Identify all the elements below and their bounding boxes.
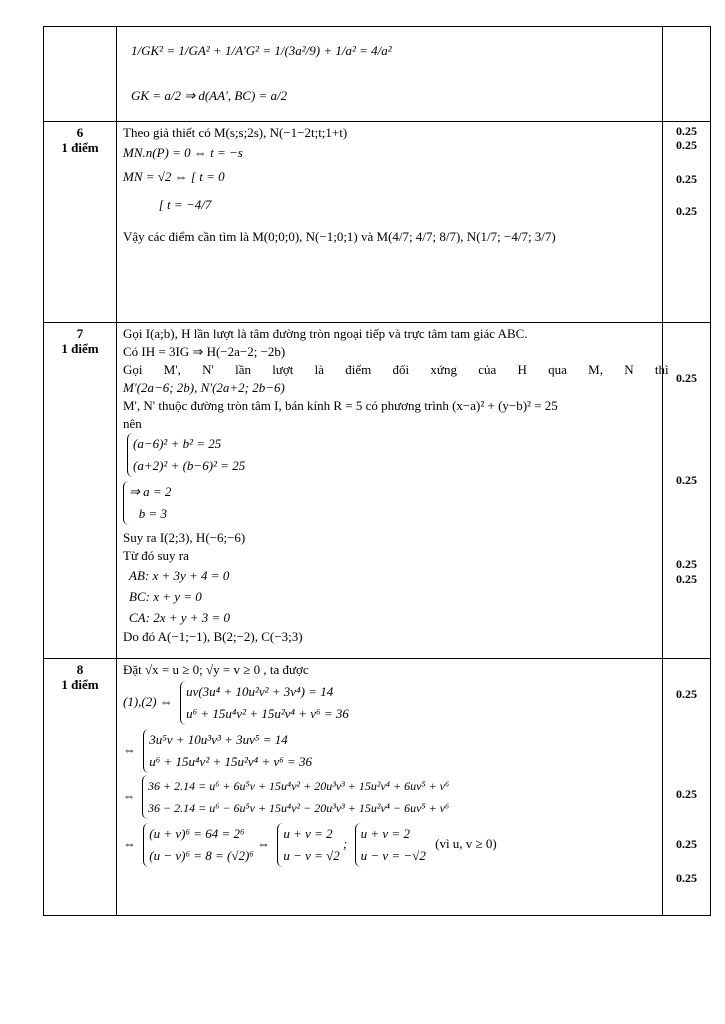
solution-line: Gọi I(a;b), H lần lượt là tâm đường tròn ngoại tiếp và trực tâm tam giác ABC. (123, 326, 528, 341)
equation: 36 − 2.14 = u⁶ − 6u⁵v + 15u⁴v² − 20u³v³ + 15u²v⁴ − 6uv⁵ + v⁶ (148, 801, 450, 815)
equation-system (123, 481, 171, 525)
note: (vì u, v ≥ 0) (435, 835, 497, 851)
score: 0.25 (676, 557, 697, 571)
equivalence-symbol: ⇔ (123, 835, 136, 851)
solution-line: M'(2a−6; 2b), N'(2a+2; 2b−6) (123, 380, 285, 395)
equation: (u + v)⁶ = 64 = 2⁶ (149, 826, 245, 841)
question-cell (44, 323, 117, 659)
question-number: 6 (76, 125, 84, 140)
solution-line: [ t = −4/7 (123, 197, 212, 212)
score-cell (663, 27, 711, 122)
score: 0.25 (676, 687, 697, 701)
solution-line: AB: x + 3y + 4 = 0 (129, 568, 230, 583)
solution-cell (117, 122, 663, 323)
solution-cell (117, 27, 663, 122)
equation-system (143, 823, 254, 867)
equation: ⇒ a = 2 (129, 484, 172, 499)
score: 0.25 (676, 871, 697, 885)
equation-system (142, 775, 449, 819)
score: 0.25 (676, 473, 697, 487)
score: 0.25 (676, 787, 697, 801)
solution-line: Đặt √x = u ≥ 0; √y = v ≥ 0 , ta được (123, 662, 309, 677)
solution-line: Từ đó suy ra (123, 548, 189, 563)
equation: u + v = 2 (360, 826, 410, 841)
solution-line: M', N' thuộc đường tròn tâm I, bán kính R = 5 có phương trình (x−a)² + (y−b)² = 25 (123, 398, 558, 413)
equation: u + v = 2 (283, 826, 333, 841)
score-cell (663, 659, 711, 916)
equation: u − v = −√2 (360, 848, 426, 863)
question-points: 1 điểm (61, 140, 99, 155)
solution-line: Gọi M', N' lần lượt là điểm đối xứng của H qua M, N thì (123, 362, 669, 377)
solution-line: BC: x + y = 0 (129, 589, 202, 604)
score: 0.25 (676, 204, 697, 218)
solution-line: Có IH = 3IG ⇒ H(−2a−2; −2b) (123, 344, 286, 359)
question-number: 8 (76, 662, 84, 677)
question-number: 7 (76, 326, 84, 341)
equation: (a+2)² + (b−6)² = 25 (133, 458, 246, 473)
solution-line: MN.n(P) = 0 ⇔ t = −s (123, 145, 243, 160)
solution-line: Theo giả thiết có M(s;s;2s), N(−1−2t;t;1+t) (123, 125, 348, 140)
table-row (44, 323, 711, 659)
score: 0.25 (676, 124, 697, 138)
formula-line: 1/GK² = 1/GA² + 1/A'G² = 1/(3a²/9) + 1/a² = 4/a² (131, 43, 392, 58)
equation: u⁶ + 15u⁴v² + 15u²v⁴ + v⁶ = 36 (149, 754, 313, 769)
equivalence-symbol: ⇔ (257, 835, 271, 851)
equation: (a−6)² + b² = 25 (133, 436, 222, 451)
score: 0.25 (676, 371, 697, 385)
solution-line: nên (123, 416, 142, 431)
equation: 36 + 2.14 = u⁶ + 6u⁵v + 15u⁴v² + 20u³v³ + 15u²v⁴ + 6uv⁵ + v⁶ (148, 779, 450, 793)
question-points: 1 điểm (61, 677, 99, 692)
score: 0.25 (676, 572, 697, 586)
solution-line: Suy ra I(2;3), H(−6;−6) (123, 530, 246, 545)
question-cell (44, 122, 117, 323)
equivalence-symbol: ⇔ (123, 741, 136, 757)
solution-cell: Đặt √x = u ≥ 0; √y = v ≥ 0 , ta được (1),(2) ⇔ uv(3u⁴ + 10u²v² + 3v⁴) = 14 u⁶ + 15u⁴v² + 15u²v⁴ + v⁶ = 36 ⇔ 3u⁵v + 10u³v³ + 3uv⁵ = 14 u⁶ + 15u⁴v² + 15u²v⁴ + v⁶ = 36 ⇔ 36 + 2.14 = u⁶ + 6u⁵v + 15u⁴v² + 20u³v³ + 15u²v⁴ + 6uv⁵ + v⁶ 36 − 2.14 = u⁶ − 6u⁵v + 15u⁴v² − 20u³v³ + 15u²v⁴ − 6uv⁵ + v⁶ ⇔ (u + v)⁶ = 64 = 2⁶ (u − v)⁶ = 8 = (√2)⁶ ⇔ u + v = 2 u − v = √2 ; u + v = 2 u − v = −√2 (vì u, v ≥ 0) (117, 659, 663, 916)
formula-line: GK = a/2 ⇒ d(AA', BC) = a/2 (131, 88, 288, 103)
solution-line: Vậy các điểm cần tìm là M(0;0;0), N(−1;0;1) và M(4/7; 4/7; 8/7), N(1/7; −4/7; 3/7) (123, 229, 556, 244)
solution-cell (117, 323, 669, 659)
question-points: 1 điểm (61, 341, 99, 356)
solution-line: Do đó A(−1;−1), B(2;−2), C(−3;3) (123, 629, 303, 644)
equivalence-label: (1),(2) ⇔ (123, 693, 173, 709)
equation: b = 3 (129, 506, 168, 521)
table-row (44, 122, 711, 323)
score: 0.25 (676, 172, 697, 186)
score-cell (663, 122, 711, 323)
question-cell (44, 27, 117, 122)
equation-system (180, 681, 349, 725)
equation-system (143, 729, 312, 773)
equation-system (277, 823, 339, 867)
equation-system (355, 823, 426, 867)
equation: uv(3u⁴ + 10u²v² + 3v⁴) = 14 (186, 684, 334, 699)
question-cell (44, 659, 117, 916)
equivalence-symbol: ⇔ (123, 788, 135, 803)
equation: u⁶ + 15u⁴v² + 15u²v⁴ + v⁶ = 36 (186, 706, 349, 721)
equation-system (127, 433, 245, 477)
table-row (44, 659, 711, 916)
score: 0.25 (676, 837, 697, 851)
solution-line: MN = √2 ⇔ [ t = 0 (123, 169, 225, 184)
equation: (u − v)⁶ = 8 = (√2)⁶ (149, 848, 254, 863)
score: 0.25 (676, 138, 697, 152)
answer-table (43, 26, 711, 916)
equation: 3u⁵v + 10u³v³ + 3uv⁵ = 14 (149, 732, 288, 747)
equation: u − v = √2 (283, 848, 340, 863)
score-cell (663, 323, 711, 659)
table-row (44, 27, 711, 122)
solution-line: CA: 2x + y + 3 = 0 (129, 610, 231, 625)
